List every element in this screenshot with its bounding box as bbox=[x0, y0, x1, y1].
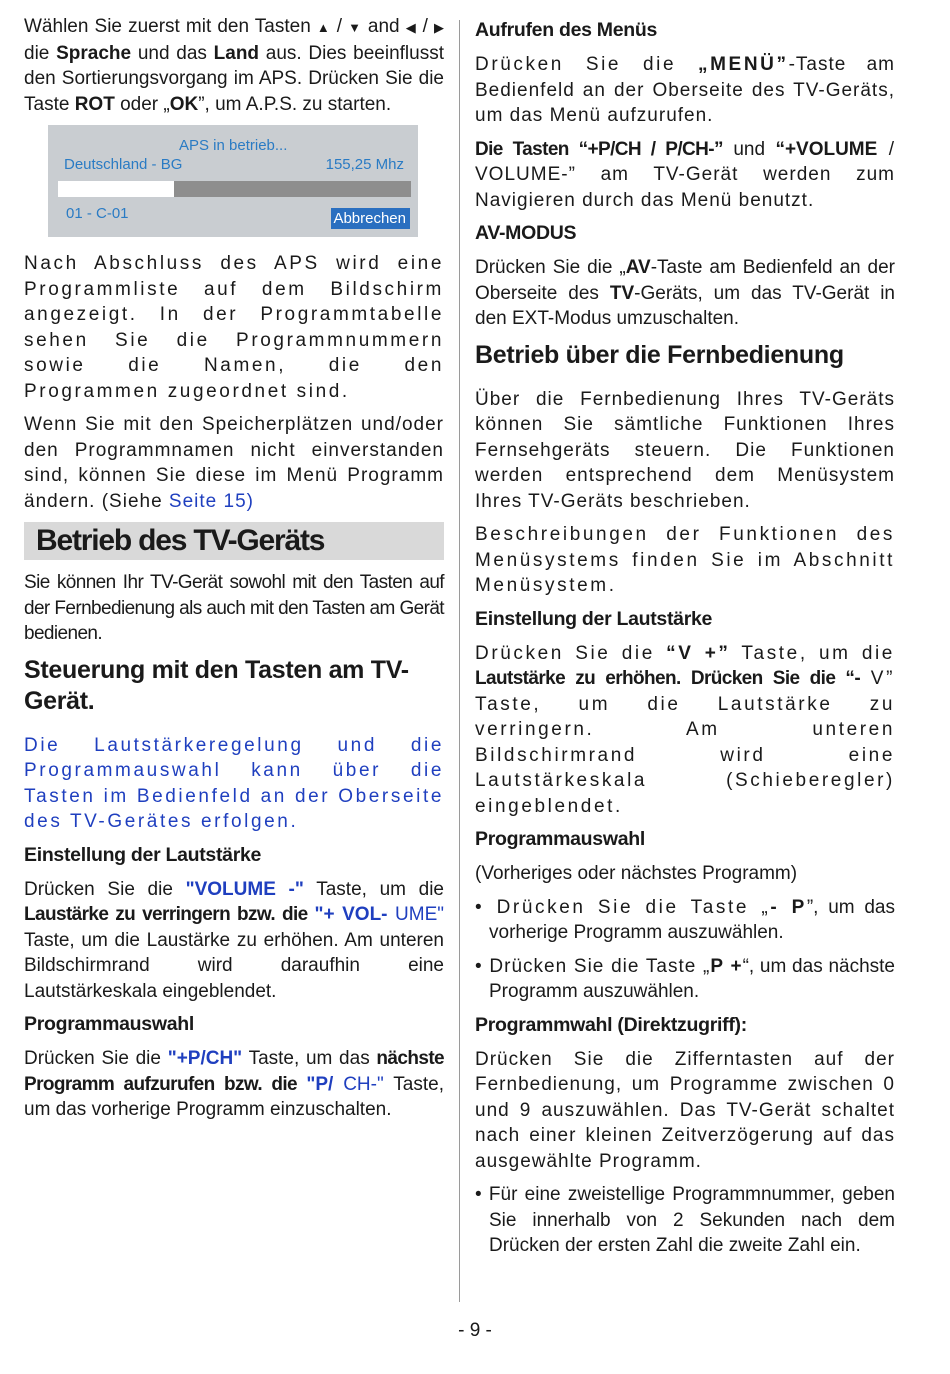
arrow-left-icon: ◀ bbox=[405, 20, 417, 35]
page-15-link[interactable]: Seite 15) bbox=[168, 490, 254, 512]
remote-volume-paragraph: Drücken Sie die “V +” Taste, um die Lautstärke zu erhöhen. Drücken Sie die “- V” Taste, um die Lautstärke zu verringern. Am unteren Bildschirmrand wird eine Lautstärkeskala (Schieberegler) eingeblendet. bbox=[475, 642, 895, 817]
aps-channel-text: 01 - C-01 bbox=[66, 205, 129, 222]
device-buttons-heading: Steuerung mit den Tasten am TV-Gerät. bbox=[24, 655, 409, 715]
aps-progress-bar bbox=[58, 181, 411, 197]
device-buttons-blue-paragraph: Die Lautstärkeregelung und die Programmauswahl kann über die Tasten im Bedienfeld an der Oberseite des TV-Gerätes erfolgen. bbox=[24, 734, 444, 832]
navigation-paragraph: Die Tasten “+P/CH / P/CH-” und “+VOLUME / VOLUME-” am TV-Gerät werden zum Navigieren durch das Menü benutzt. bbox=[475, 138, 895, 211]
section-heading-bar bbox=[24, 522, 444, 560]
bullet-previous-program: • Drücken Sie die Taste „- P”, um das vorherige Programm auszuwählen. bbox=[475, 896, 895, 943]
remote-program-subheading: Programmauswahl bbox=[475, 828, 645, 850]
aps-status-text: APS in betrieb... bbox=[179, 137, 288, 154]
page-number: - 9 - bbox=[458, 1320, 492, 1341]
aps-frequency-text: 155,25 Mhz bbox=[325, 156, 404, 173]
remote-control-heading: Betrieb über die Fernbedienung bbox=[475, 340, 844, 369]
left-column bbox=[24, 14, 444, 1131]
remote-menu-paragraph: Beschreibungen der Funktionen des Menüsystems finden Sie im Abschnitt Menüsystem. bbox=[475, 524, 895, 596]
direct-access-subheading: Programmwahl (Direktzugriff): bbox=[475, 1013, 747, 1036]
device-program-paragraph: Drücken Sie die "+P/CH" Taste, um das nächste Programm aufzurufen bzw. die "P/ CH-" Taste, um das vorherige Programm einzuschalten. bbox=[24, 1048, 445, 1120]
program-edit-paragraph: Wenn Sie mit den Speicherplätzen und/oder den Programmnamen nicht einverstanden sind, können Sie diese im Menü Programm ändern. (Siehe Seite 15) bbox=[24, 414, 444, 512]
remote-volume-subheading: Einstellung der Lautstärke bbox=[475, 607, 713, 630]
arrow-up-icon: ▲ bbox=[316, 20, 331, 35]
aps-cancel-button[interactable]: Abbrechen bbox=[331, 208, 410, 229]
program-subheading: Programmauswahl bbox=[24, 1013, 194, 1035]
operation-intro-paragraph: Sie können Ihr TV-Gerät sowohl mit den Tasten auf der Fernbedienung als auch mit den Tasten am Gerät bedienen. bbox=[24, 572, 444, 644]
aps-result-paragraph: Nach Abschluss des APS wird eine Programmliste auf dem Bildschirm angezeigt. In der Programmtabelle sehen Sie die Programmnummern sowie die Namen, die den Programmen zugeordnet sind. bbox=[24, 253, 444, 402]
section-heading: Betrieb des TV-Geräts bbox=[36, 524, 325, 557]
av-mode-paragraph: Drücken Sie die „AV-Taste am Bedienfeld an der Oberseite des TV-Geräts, um das TV-Gerät in den EXT-Modus umzuschalten. bbox=[475, 257, 895, 329]
bullet-next-program: • Drücken Sie die Taste „P +“, um das nächste Programm auszuwählen. bbox=[475, 955, 895, 1002]
column-divider bbox=[459, 20, 460, 1302]
av-mode-subheading: AV-MODUS bbox=[475, 222, 577, 244]
volume-subheading: Einstellung der Lautstärke bbox=[24, 843, 262, 866]
aps-progress-fill bbox=[58, 181, 174, 197]
menu-subheading: Aufrufen des Menüs bbox=[475, 19, 658, 41]
menu-paragraph: Drücken Sie die „MENÜ”-Taste am Bedienfeld an der Oberseite des TV-Geräts, um das Menü aufzurufen. bbox=[475, 54, 895, 126]
remote-intro-paragraph: Über die Fernbedienung Ihres TV-Geräts können Sie sämtliche Funktionen Ihres Fernsehgeräts steuern. Die Funktionen werden entsprechend dem Menüsystem Ihres TV-Geräts beschrieben. bbox=[475, 388, 895, 512]
program-note: (Vorheriges oder nächstes Programm) bbox=[475, 863, 798, 884]
right-column bbox=[475, 14, 895, 1267]
arrow-right-icon: ▶ bbox=[434, 20, 445, 35]
device-volume-paragraph: Drücken Sie die "VOLUME -" Taste, um die Laustärke zu verringern bzw. die "+ VOL- UME" Taste, um die Laustärke zu erhöhen. Am unteren Bildschirmrand wird daraufhin eine Lautstärkeskala eingeblendet. bbox=[24, 878, 445, 1002]
direct-access-paragraph: Drücken Sie die Zifferntasten auf der Fernbedienung, um Programme zwischen 0 und 9 auszuwählen. Das TV-Gerät schaltet nach einer kleinen Zeitverzögerung auf das ausgewählte Programm. bbox=[475, 1048, 895, 1172]
aps-country-text: Deutschland - BG bbox=[64, 156, 183, 173]
bullet-two-digit: • Für eine zweistellige Programmnummer, geben Sie innerhalb von 2 Sekunden nach dem Drücken der ersten Zahl die zweite Zahl ein. bbox=[475, 1184, 895, 1256]
aps-intro-paragraph: Wählen Sie zuerst mit den Tasten ▲ / ▼ and ◀ / ▶ die Sprache und das Land aus. Dies beeinflusst den Sortierungsvorgang im APS. Drücken Sie die Taste ROT oder „OK”, um A.P.S. zu starten. bbox=[24, 16, 445, 115]
arrow-down-icon: ▼ bbox=[348, 20, 362, 35]
aps-osd-panel bbox=[48, 125, 418, 237]
